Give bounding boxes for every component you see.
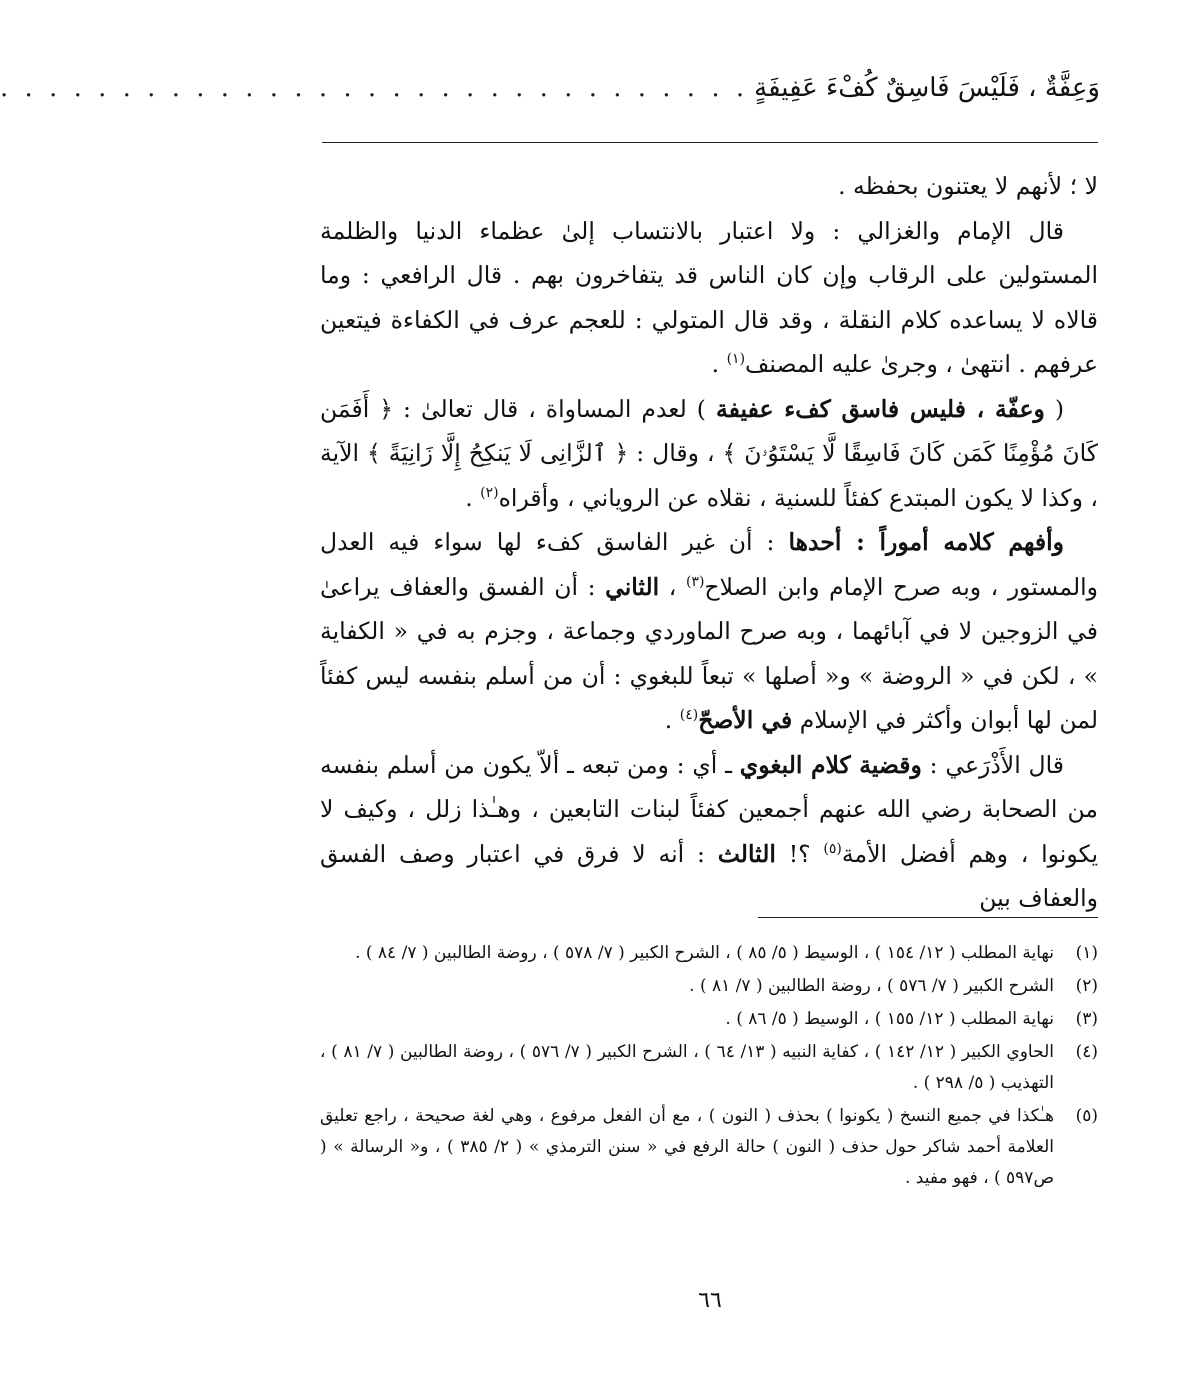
emphasized-text: وعفّة ، فليس فاسق كفء عفيفة xyxy=(715,394,1045,423)
text-run: لا ؛ لأنهم لا يعتنون بحفظه . xyxy=(838,172,1098,200)
footnote-ref: (٢) xyxy=(480,484,499,501)
paragraph xyxy=(320,387,1098,521)
text-run: ـ أي : ومن تبعه ـ ألاّ يكون من أسلم بنفسه من الصحابة رضي الله عنهم أجمعين كفئاً لبنات التابعين ، وهـٰذا زلل ، وكيف لا يكونوا ، وهم أفضل الأمة xyxy=(320,750,1099,868)
text-run: قال الأَذْرَعي : xyxy=(921,750,1064,779)
footnote-number: (٥) xyxy=(1075,1106,1098,1126)
text-run: قال الإمام والغزالي : ولا اعتبار بالانتساب إلىٰ عظماء الدنيا والظلمة المستولين على الرقاب وإن كان الناس قد يتفاخرون بهم . قال الرافعي : وما قالاه لا يساعده كلام النقلة ، وقد قال المتولي : للعجم عرف في الكفاءة فيتعين عرفهم . انتهىٰ ، وجرىٰ عليه المصنف xyxy=(320,216,1098,378)
paragraph xyxy=(320,164,1098,209)
footnote-ref: (١) xyxy=(726,351,746,368)
footnote xyxy=(320,1037,1098,1099)
footnote-number: (٣) xyxy=(1075,1009,1098,1029)
footnote xyxy=(320,938,1098,969)
text-run: ؟! xyxy=(775,839,824,868)
text-run: ( xyxy=(1044,394,1065,423)
running-head xyxy=(0,64,1100,112)
emphasized-text: وقضية كلام البغوي xyxy=(739,750,922,779)
text-run: : أنه لا فرق في اعتبار وصف الفسق والعفاف بين xyxy=(320,839,1098,912)
footnote-text: نهاية المطلب ( ١٢/ ١٥٥ ) ، الوسيط ( ٥/ ٨٦ ) . xyxy=(725,1009,1054,1029)
text-run: . xyxy=(465,483,481,512)
header-divider xyxy=(322,142,1098,143)
running-head-leader-dots: . . . . . . . . . . . . . . . . . . . . . . . . . . . . . . . xyxy=(0,73,749,103)
footnote-ref: (٣) xyxy=(685,573,705,590)
footnote-divider xyxy=(758,917,1098,918)
running-head-title: وَعِفَّةٌ ، فَلَيْسَ فَاسِقٌ كُفْءَ عَفِيفَةٍ xyxy=(754,73,1100,103)
footnote-text: هـٰكذا في جميع النسخ ( يكونوا ) بحذف ( النون ) ، مع أن الفعل مرفوع ، وهي لغة صحيحة ، راجع تعليق العلامة أحمد شاكر حول حذف ( النون ) حالة الرفع في « سنن الترمذي » ( ٢/ ٣٨٥ ) ، و« الرسالة » ( ص٥٩٧ ) ، فهو مفيد . xyxy=(320,1106,1055,1188)
footnote xyxy=(320,1101,1098,1194)
paragraph xyxy=(320,743,1098,921)
text-run: : أن الفسق والعفاف يراعىٰ في الزوجين لا في آبائهما ، وبه صرح الماوردي وجماعة ، وجزم به في « الكفاية » ، لكن في « الروضة » و« أصلها » تبعاً للبغوي : أن من أسلم بنفسه ليس كفئاً لمن لها أبوان وأكثر في الإسلام xyxy=(320,572,1098,734)
emphasized-text: الثالث xyxy=(717,839,776,868)
text-run: ، xyxy=(659,572,686,601)
emphasized-text: وأفهم كلامه أموراً : أحدها xyxy=(788,528,1064,556)
footnote xyxy=(320,971,1098,1002)
footnote-text: الشرح الكبير ( ٧/ ٥٧٦ ) ، روضة الطالبين ( ٧/ ٨١ ) . xyxy=(689,976,1054,996)
footnote-ref: (٥) xyxy=(823,840,842,857)
footnotes xyxy=(320,938,1098,1196)
text-run: . xyxy=(664,706,680,734)
paragraph xyxy=(320,520,1098,743)
footnote-ref: (٤) xyxy=(679,707,699,724)
page-number: ٦٦ xyxy=(698,1288,722,1313)
text-run: : أن غير الفاسق كفء لها سواء فيه العدل والمستور ، وبه صرح الإمام وابن الصلاح xyxy=(320,528,1098,601)
text-run: ) لعدم المساواة ، قال تعالىٰ : ﴿ أَفَمَن كَانَ مُؤْمِنًا كَمَن كَانَ فَاسِقًا لَّا يَسْتَوُۥنَ ﴾ ، وقال : ﴿ ٱلزَّانِى لَا يَنكِحُ إِلَّا زَانِيَةً ﴾ الآية ، وكذا لا يكون المبتدع كفئاً للسنية ، نقلاه عن الروياني ، وأقراه xyxy=(320,394,1098,512)
paragraph xyxy=(320,209,1098,387)
footnote-number: (٤) xyxy=(1075,1042,1098,1062)
footnote-text: الحاوي الكبير ( ١٢/ ١٤٢ ) ، كفاية النبيه ( ١٣/ ٦٤ ) ، الشرح الكبير ( ٧/ ٥٧٦ ) ، روضة الطالبين ( ٧/ ٨١ ) ، التهذيب ( ٥/ ٢٩٨ ) . xyxy=(320,1042,1054,1093)
footnote xyxy=(320,1004,1098,1035)
emphasized-text: الثاني xyxy=(605,572,660,601)
footnote-number: (٢) xyxy=(1075,976,1098,996)
main-text xyxy=(320,164,1098,921)
text-run: . xyxy=(711,350,727,378)
emphasized-text: في الأصحّ xyxy=(698,706,793,734)
footnote-text: نهاية المطلب ( ١٢/ ١٥٤ ) ، الوسيط ( ٥/ ٨٥ ) ، الشرح الكبير ( ٧/ ٥٧٨ ) ، روضة الطالبين ( ٧/ ٨٤ ) . xyxy=(355,943,1054,963)
footnote-number: (١) xyxy=(1075,943,1098,963)
